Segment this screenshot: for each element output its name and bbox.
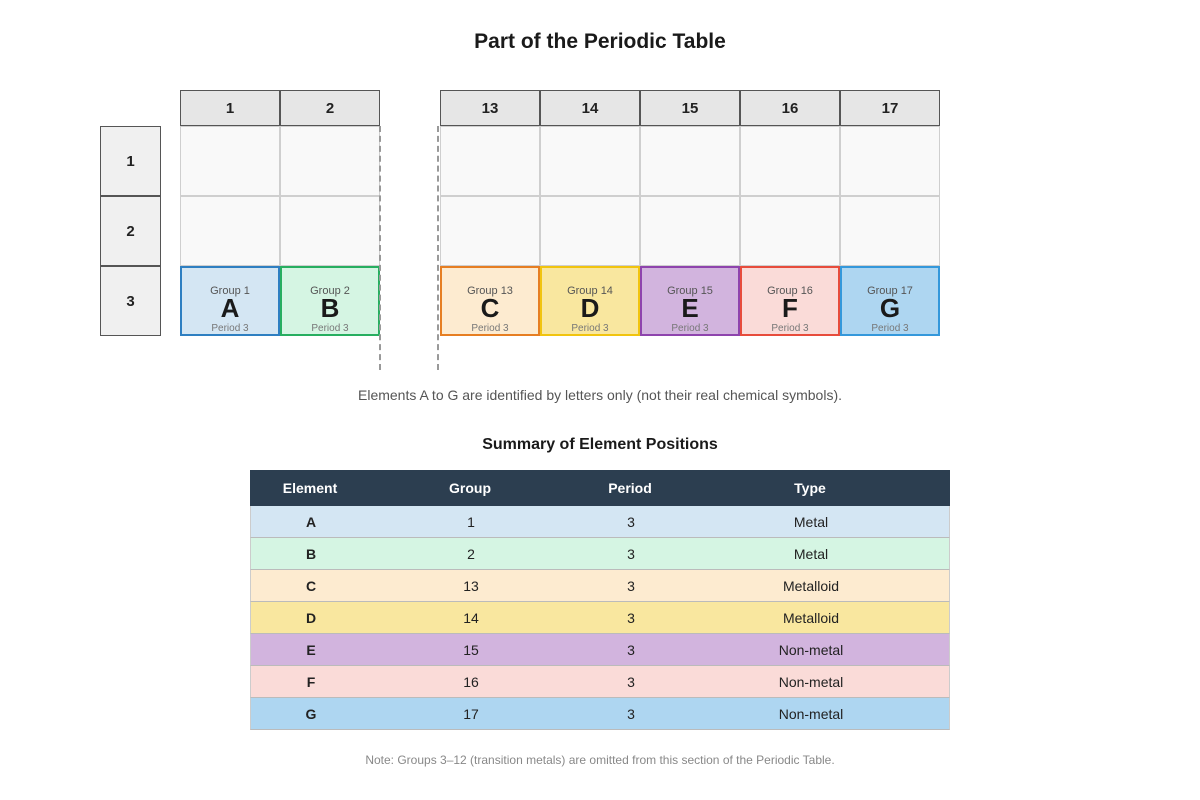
cell-period: 3 xyxy=(627,609,635,626)
table-row xyxy=(250,634,950,666)
cell-group: 17 xyxy=(463,705,479,722)
group-header-1: 1 xyxy=(180,90,280,126)
element-cell-e xyxy=(640,266,740,336)
element-cell-g xyxy=(840,266,940,336)
element-period-label: Period 3 xyxy=(771,323,809,334)
summary-table xyxy=(250,470,950,730)
cell-type: Non-metal xyxy=(778,673,844,690)
summary-body xyxy=(250,506,950,730)
cell-element: B xyxy=(305,545,317,562)
cell-group: 1 xyxy=(467,513,475,530)
group-header-13: 13 xyxy=(440,90,540,126)
group-header-2: 2 xyxy=(280,90,380,126)
grid-caption: Elements A to G are identified by letters only (not their real chemical symbols). xyxy=(358,387,842,403)
cell-group: 13 xyxy=(463,577,479,594)
summary-header-period: Period xyxy=(608,480,652,496)
element-group-label: Group 17 xyxy=(867,285,913,297)
cell-type: Metal xyxy=(793,513,829,530)
empty-cell xyxy=(640,196,740,266)
empty-cell xyxy=(740,196,840,266)
empty-cell xyxy=(740,126,840,196)
element-symbol: B xyxy=(320,293,340,323)
cell-group: 14 xyxy=(463,609,479,626)
empty-cell xyxy=(180,126,280,196)
cell-period: 3 xyxy=(627,705,635,722)
cell-element: D xyxy=(305,609,317,626)
cell-type: Metalloid xyxy=(782,577,840,594)
empty-cell xyxy=(840,196,940,266)
table-row xyxy=(250,698,950,730)
element-period-label: Period 3 xyxy=(671,323,709,334)
empty-cell xyxy=(840,126,940,196)
cell-group: 16 xyxy=(463,673,479,690)
cell-element: F xyxy=(306,673,316,690)
cell-element: A xyxy=(305,513,317,530)
element-cell-c xyxy=(440,266,540,336)
gap-left-divider xyxy=(379,126,381,370)
cell-period: 3 xyxy=(627,577,635,594)
cell-period: 3 xyxy=(627,641,635,658)
empty-cell xyxy=(440,196,540,266)
element-cell-a xyxy=(180,266,280,336)
element-period-label: Period 3 xyxy=(471,323,509,334)
group-header-16: 16 xyxy=(740,90,840,126)
period-header-1: 1 xyxy=(100,126,161,196)
cell-group: 2 xyxy=(467,545,475,562)
cell-type: Non-metal xyxy=(778,641,844,658)
empty-cell xyxy=(280,196,380,266)
element-group-label: Group 14 xyxy=(567,285,613,297)
empty-cell xyxy=(280,126,380,196)
element-symbol: E xyxy=(681,293,699,323)
summary-header-type: Type xyxy=(794,480,826,496)
element-symbol: G xyxy=(879,293,901,323)
empty-cell xyxy=(440,126,540,196)
table-row xyxy=(250,666,950,698)
table-row xyxy=(250,538,950,570)
element-group-label: Group 13 xyxy=(467,285,513,297)
cell-group: 15 xyxy=(463,641,479,658)
cell-element: E xyxy=(306,641,316,658)
summary-title: Summary of Element Positions xyxy=(482,436,718,453)
table-row xyxy=(250,602,950,634)
element-symbol: F xyxy=(782,293,798,323)
cell-type: Metalloid xyxy=(782,609,840,626)
page-title: Part of the Periodic Table xyxy=(474,30,726,53)
cell-type: Non-metal xyxy=(778,705,844,722)
group-header-14: 14 xyxy=(540,90,640,126)
cell-type: Metal xyxy=(793,545,829,562)
element-period-label: Period 3 xyxy=(571,323,609,334)
summary-header-group: Group xyxy=(449,480,491,496)
element-group-label: Group 16 xyxy=(767,285,813,297)
cell-element: G xyxy=(305,705,317,722)
element-cell-b xyxy=(280,266,380,336)
cell-element: C xyxy=(305,577,317,594)
element-group-label: Group 2 xyxy=(310,285,350,297)
group-header-17: 17 xyxy=(840,90,940,126)
gap-right-divider xyxy=(437,126,439,370)
empty-cell xyxy=(640,126,740,196)
cell-period: 3 xyxy=(627,673,635,690)
summary-header-row xyxy=(250,470,950,506)
period-header-3: 3 xyxy=(100,266,161,336)
empty-cell xyxy=(540,126,640,196)
footnote: Note: Groups 3–12 (transition metals) are omitted from this section of the Periodic Table. xyxy=(365,753,835,767)
group-header-15: 15 xyxy=(640,90,740,126)
element-group-label: Group 15 xyxy=(667,285,713,297)
table-row xyxy=(250,506,950,538)
cell-period: 3 xyxy=(627,545,635,562)
element-symbol: A xyxy=(220,293,240,323)
element-symbol: D xyxy=(580,293,600,323)
element-cell-f xyxy=(740,266,840,336)
table-row xyxy=(250,570,950,602)
cell-period: 3 xyxy=(627,513,635,530)
element-period-label: Period 3 xyxy=(871,323,909,334)
element-period-label: Period 3 xyxy=(211,323,249,334)
element-cell-d xyxy=(540,266,640,336)
period-header-2: 2 xyxy=(100,196,161,266)
summary-header-element: Element xyxy=(282,480,338,496)
element-period-label: Period 3 xyxy=(311,323,349,334)
empty-cell xyxy=(540,196,640,266)
empty-cell xyxy=(180,196,280,266)
element-symbol: C xyxy=(480,293,500,323)
element-group-label: Group 1 xyxy=(210,285,250,297)
